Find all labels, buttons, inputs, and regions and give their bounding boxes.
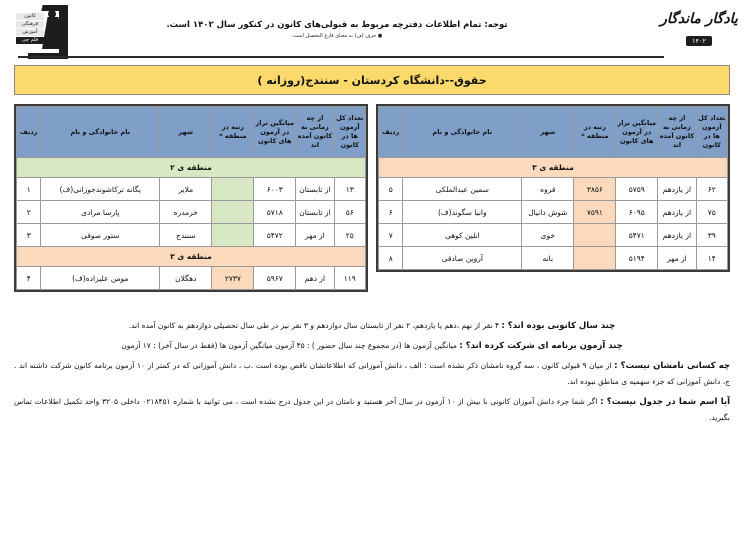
cell-city: شوش دانیال (522, 201, 574, 224)
header-divider (18, 56, 664, 58)
page-title: حقوق--دانشگاه کردستان - سنندج(روزانه ) (257, 73, 487, 87)
col-header-city: شهر (522, 107, 574, 158)
region-label: منطقه ی ۳ (379, 158, 728, 178)
cell-index: ۷ (379, 224, 403, 247)
cell-name: پارسا مرادی (41, 201, 160, 224)
graduate-head-icon (48, 10, 56, 18)
cell-since: از تابستان (296, 178, 334, 201)
brand-year-badge: ۱۴۰۲ (686, 36, 712, 46)
students-grid-right (16, 106, 366, 290)
tables-area (14, 104, 730, 292)
logo-line-1: کانون (16, 13, 44, 20)
cell-name: یگانه ترکاشوندجوزانی(ف) (41, 178, 160, 201)
table-head-right (17, 107, 366, 158)
cell-city: دهگلان (160, 267, 212, 290)
cell-since: از تابستان (296, 201, 334, 224)
region-label: منطقه ی ۲ (17, 158, 366, 178)
header-note-sub: ● حرف (ف) به معنای فارغ التحصیل است. (291, 33, 383, 39)
cell-index: ۸ (379, 247, 403, 270)
region-label: منطقه ی ۳ (17, 247, 366, 267)
cell-name: ستور صوفی (41, 224, 160, 247)
students-grid-left (378, 106, 728, 270)
cell-since: از مهر (296, 224, 334, 247)
table-body-right (17, 158, 366, 290)
faq-section (14, 318, 730, 426)
cell-count: ۷۵ (696, 201, 727, 224)
cell-count: ۵۶ (334, 201, 365, 224)
cell-avg: ۵۹۶۷ (254, 267, 296, 290)
faq-answer: میانگین آزمون ها (در مجموع چند سال حضور ) : ۴۵ آزمون میانگین آزمون ها (فقط در سال آخر) : ۱۷ آزمون (121, 341, 457, 350)
faq-question: آیا اسم شما در جدول نیست؟ : (600, 397, 731, 407)
cell-rank (212, 178, 254, 201)
faq-answer: ۴ نفر از نهم ،دهم یا یازدهم، ۲ نفر از تابستان سال دوازدهم و ۳ نفر نیز در طی سال تحصیلی دوازدهم به کانون آمده اند. (128, 321, 499, 330)
cell-city: ملایر (160, 178, 212, 201)
col-header-name: نام خانوادگی و نام (403, 107, 522, 158)
col-header-avg: میانگین تراز در آزمون های کانون (616, 107, 658, 158)
cell-rank (212, 224, 254, 247)
header-note-main: توجه: تمام اطلاعات دفترچه مربوط به قبولی‌های کانون در کنکور سال ۱۴۰۲ است. (166, 20, 508, 30)
table-row (17, 178, 366, 201)
cell-since: از دهم (296, 267, 334, 290)
cell-count: ۶۲ (696, 178, 727, 201)
cell-count: ۲۵ (334, 224, 365, 247)
logo-line-4: قلم چی (16, 37, 44, 44)
cell-avg: ۶۰۰۳ (254, 178, 296, 201)
cell-since: از یازدهم (658, 224, 696, 247)
cell-count: ۱۴ (696, 247, 727, 270)
cell-avg: ۵۴۷۱ (616, 224, 658, 247)
cell-name: مومن علیزاده(ف) (41, 267, 160, 290)
cell-index: ۴ (17, 267, 41, 290)
col-header-count: تعداد کل آزمون ها در کانون (696, 107, 727, 158)
cell-index: ۲ (17, 201, 41, 224)
col-header-since: از چه زمانی به کانون آمده اند (658, 107, 696, 158)
cell-rank: ۳۸۵۶ (574, 178, 616, 201)
faq-answer: اگر شما جزء دانش آموزان کانونی با بیش از ۱۰ آزمون در سال آخر هستید و نامتان در این جدول درج نشده است ، می توانید با شماره ۰۲۱۸۴۵۱ داخلی ۳۲۰۵ واحد تکمیل اطلاعات تماس بگیرید. (14, 397, 730, 422)
faq-question: چند سال کانونی بوده اند؟ : (501, 321, 616, 331)
faq-question: چند آزمون برنامه ای شرکت کرده اند؟ : (459, 341, 623, 351)
page-title-bar (14, 65, 730, 95)
cell-since: از مهر (658, 247, 696, 270)
table-row (17, 201, 366, 224)
table-row (379, 201, 728, 224)
col-header-idx: ردیف (379, 107, 403, 158)
col-header-avg: میانگین تراز در آزمون های کانون (254, 107, 296, 158)
faq-question: چه کسانی نامشان نیست؟ : (614, 361, 730, 371)
cell-rank (574, 224, 616, 247)
graduation-cap-icon (41, 5, 62, 11)
cell-rank: ۲۷۳۷ (212, 267, 254, 290)
col-header-city: شهر (160, 107, 212, 158)
cell-name: وانیا سگوند(ف) (403, 201, 522, 224)
cell-name: انلین کوهی (403, 224, 522, 247)
col-header-idx: ردیف (17, 107, 41, 158)
cell-count: ۱۱۹ (334, 267, 365, 290)
cell-since: از یازدهم (658, 178, 696, 201)
cell-index: ۱ (17, 178, 41, 201)
col-header-since: از چه زمانی به کانون آمده اند (296, 107, 334, 158)
cell-avg: ۵۷۵۹ (616, 178, 658, 201)
cell-city: قروه (522, 178, 574, 201)
cell-index: ۵ (379, 178, 403, 201)
cell-avg: ۵۷۱۸ (254, 201, 296, 224)
header-note (0, 20, 744, 39)
faq-answer: از میان ۹ قبولی کانون ، سه گروه نامشان ذکر نشده است : الف ، دانش آموزانی که اطلاعاتشان ناقص بوده است .ب ، دانش آموزانی که در کمتر از ۱۰ آزمون برنامه کانون شرکت داشته اند . ج، دانش آموزانی که جزء سهمیه ی مناطق نبوده اند. (14, 361, 730, 386)
cell-index: ۳ (17, 224, 41, 247)
cell-name: سمین عبدالملکی (403, 178, 522, 201)
region-group-header (17, 247, 366, 267)
table-row (17, 224, 366, 247)
brand-wordmark: یادگار ماندگار (660, 11, 738, 27)
table-row (379, 224, 728, 247)
col-header-count: تعداد کل آزمون ها در کانون (334, 107, 365, 158)
faq-item-years (14, 318, 730, 334)
cell-city: خرمدره (160, 201, 212, 224)
cell-rank (212, 201, 254, 224)
page-header (0, 0, 744, 62)
cell-name: آروین صادقی (403, 247, 522, 270)
cell-count: ۳۹ (696, 224, 727, 247)
faq-item-missing-names (14, 358, 730, 390)
cell-count: ۱۳ (334, 178, 365, 201)
table-row (379, 178, 728, 201)
header-row (17, 107, 366, 158)
cell-index: ۶ (379, 201, 403, 224)
logo-line-3: آموزش (16, 29, 44, 36)
region-group-header (17, 158, 366, 178)
region-group-header (379, 158, 728, 178)
header-row (379, 107, 728, 158)
table-head-left (379, 107, 728, 158)
cell-avg: ۵۴۷۲ (254, 224, 296, 247)
cell-rank: ۷۵۹۱ (574, 201, 616, 224)
faq-item-not-listed (14, 394, 730, 426)
accepted-students-table-left (376, 104, 730, 272)
accepted-students-table-right (14, 104, 368, 292)
col-header-name: نام خانوادگی و نام (41, 107, 160, 158)
cell-city: سنندج (160, 224, 212, 247)
faq-item-exams (14, 338, 730, 354)
table-body-left (379, 158, 728, 270)
cell-avg: ۵۱۹۴ (616, 247, 658, 270)
cell-city: خوی (522, 224, 574, 247)
col-header-rank: رتبه در منطقه * (212, 107, 254, 158)
cell-rank (574, 247, 616, 270)
col-header-rank: رتبه در منطقه * (574, 107, 616, 158)
logo-line-2: فرهنگی (16, 21, 44, 28)
table-row (379, 247, 728, 270)
cell-city: بانه (522, 247, 574, 270)
cell-avg: ۶۰۹۵ (616, 201, 658, 224)
yadegar-mandegar-logo (660, 10, 738, 47)
table-row (17, 267, 366, 290)
cell-since: از یازدهم (658, 201, 696, 224)
